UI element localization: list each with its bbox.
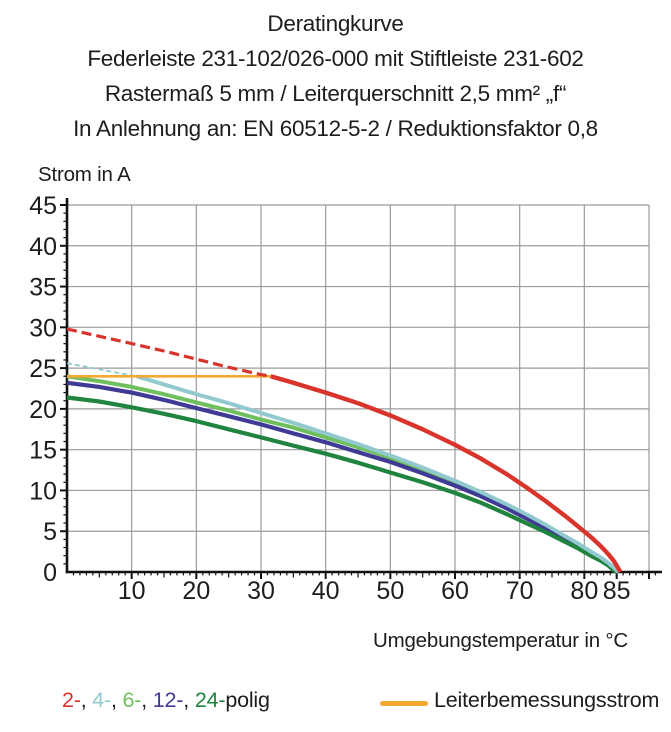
y-tick-label: 5 bbox=[43, 518, 57, 547]
y-axis-label: Strom in A bbox=[38, 163, 131, 186]
series-2-polig-theoretisch bbox=[67, 329, 271, 376]
y-tick-label: 40 bbox=[29, 232, 57, 261]
x-tick-label: 60 bbox=[441, 577, 469, 605]
legend-pole-segment: 24- bbox=[194, 688, 226, 712]
series-4-polig-theoretisch bbox=[67, 363, 137, 376]
x-tick-label: 70 bbox=[505, 577, 534, 605]
y-tick-label: 15 bbox=[29, 436, 57, 465]
chart-title-line-2: Federleiste 231-102/026-000 mit Stiftleiste 231-602 bbox=[87, 46, 584, 71]
x-tick-label: 80 bbox=[570, 577, 599, 605]
legend-pole-segment: 6- bbox=[122, 688, 142, 712]
legend-pole-segment: 12- bbox=[152, 688, 184, 712]
series-6-polig bbox=[67, 376, 618, 572]
legend-pole-segment: , bbox=[110, 688, 123, 712]
y-tick-label: 25 bbox=[29, 355, 57, 384]
y-tick-label: 20 bbox=[29, 395, 57, 424]
y-tick-label: 0 bbox=[43, 559, 57, 587]
legend-pole-segment: 4- bbox=[92, 688, 111, 712]
conductor-legend-label: Leiterbemessungsstrom bbox=[434, 688, 660, 712]
legend-pole-segment: , bbox=[141, 688, 153, 712]
y-tick-label: 30 bbox=[29, 314, 57, 343]
chart-title-line-4: In Anlehnung an: EN 60512-5-2 / Reduktionsfaktor 0,8 bbox=[73, 116, 598, 141]
x-tick-label: 20 bbox=[182, 577, 211, 605]
chart-title-line-1: Deratingkurve bbox=[267, 11, 404, 36]
conductor-line-swatch bbox=[380, 701, 428, 706]
y-tick-label: 35 bbox=[29, 273, 57, 302]
x-tick-label: 50 bbox=[376, 577, 405, 605]
x-axis-label: Umgebungstemperatur in °C bbox=[373, 629, 629, 652]
x-tick-label: 40 bbox=[311, 577, 340, 605]
y-tick-label: 10 bbox=[29, 477, 57, 506]
legend-pole-segment: 2- bbox=[62, 688, 81, 712]
legend-pole-segment: , bbox=[80, 688, 93, 712]
x-tick-label: 30 bbox=[247, 577, 275, 605]
chart-title-line-3: Rastermaß 5 mm / Leiterquerschnitt 2,5 mm² „f“ bbox=[104, 81, 567, 106]
y-tick-label: 45 bbox=[29, 192, 57, 220]
x-tick-label: 85 bbox=[602, 577, 631, 605]
legend-pole-segment: , bbox=[183, 688, 195, 712]
series-24-polig bbox=[67, 398, 617, 573]
x-tick-label: 10 bbox=[117, 577, 146, 605]
legend-pole-segment: polig bbox=[225, 688, 270, 712]
legend-poles bbox=[62, 688, 270, 713]
